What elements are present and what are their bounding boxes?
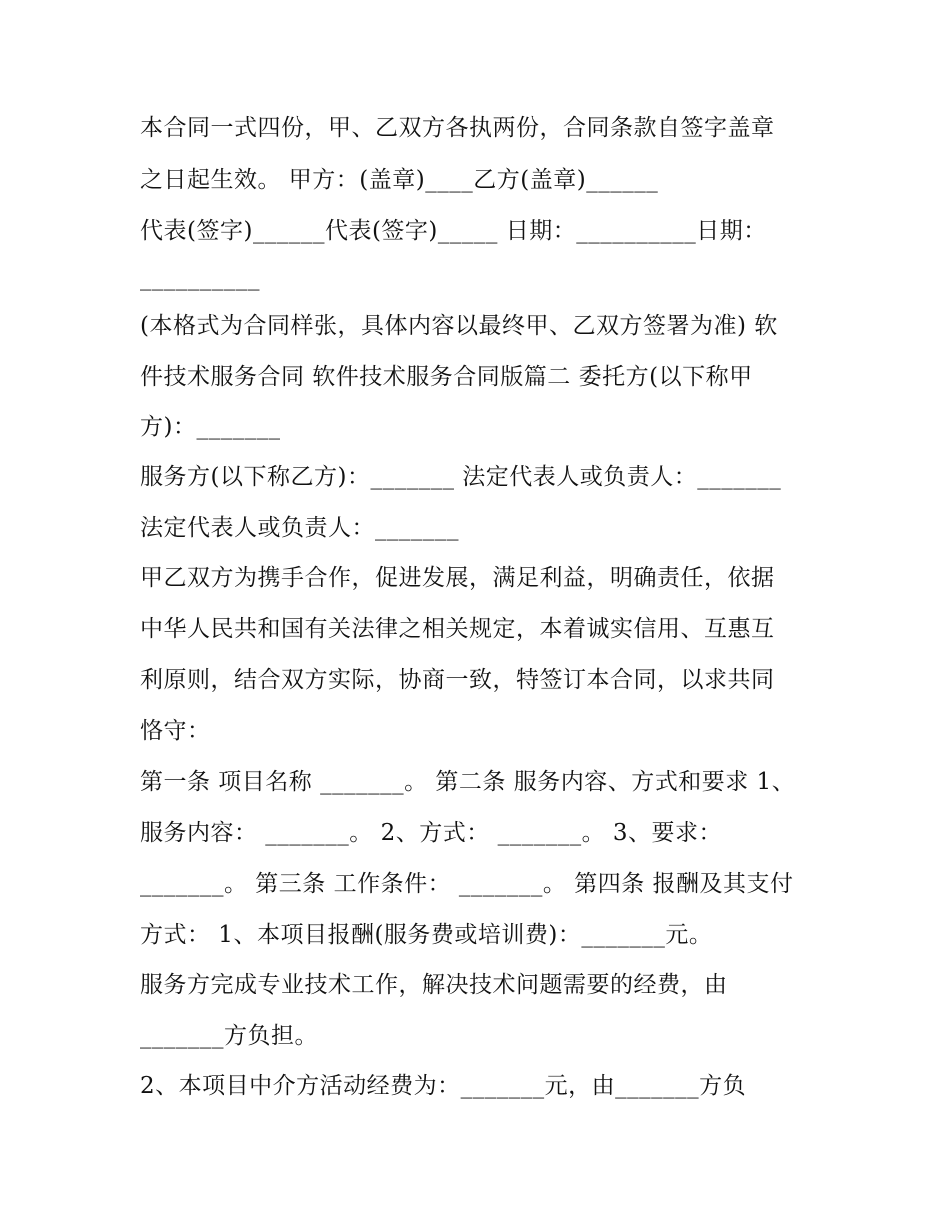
text-line: 第一条 项目名称 _______。 第二条 服务内容、方式和要求 1、 [140,769,796,795]
text-line: 甲乙双方为携手合作，促进发展，满足利益，明确责任，依据 [140,565,775,591]
text-line: 方)：_______ [140,414,281,440]
text-line: (本格式为合同样张，具体内容以最终甲、乙双方签署为准) 软 [140,313,778,339]
text-line: 本合同一式四份，甲、乙双方各执两份，合同条款自签字盖章 [140,115,775,141]
text-line: __________ [140,265,260,291]
text-line: 服务方完成专业技术工作，解决技术问题需要的经费，由 [140,972,728,998]
text-line: 服务内容： _______。 2、方式： _______。 3、要求： [140,820,723,846]
text-line: 件技术服务合同 软件技术服务合同版篇二 委托方(以下称甲 [140,364,753,390]
text-line: _______方负担。 [140,1023,318,1049]
text-line: 中华人民共和国有关法律之相关规定，本着诚实信用、互惠互 [140,616,775,642]
text-line: 服务方(以下称乙方)：_______ 法定代表人或负责人：_______ [140,464,782,490]
text-line: _______。 第三条 工作条件： _______。 第四条 报酬及其支付 [140,871,794,897]
text-line: 2、本项目中介方活动经费为：_______元，由_______方负 [140,1073,747,1099]
text-line: 方式： 1、本项目报酬(服务费或培训费)：_______元。 [140,922,713,948]
text-line: 恪守： [140,718,211,744]
text-line: 代表(签字)______代表(签字)_____ 日期：__________日期： [140,218,767,244]
text-line: 利原则，结合双方实际，协商一致，特签订本合同，以求共同 [140,667,775,693]
text-line: 法定代表人或负责人：_______ [140,515,459,541]
text-line: 之日起生效。 甲方：(盖章)____乙方(盖章)______ [140,167,659,193]
